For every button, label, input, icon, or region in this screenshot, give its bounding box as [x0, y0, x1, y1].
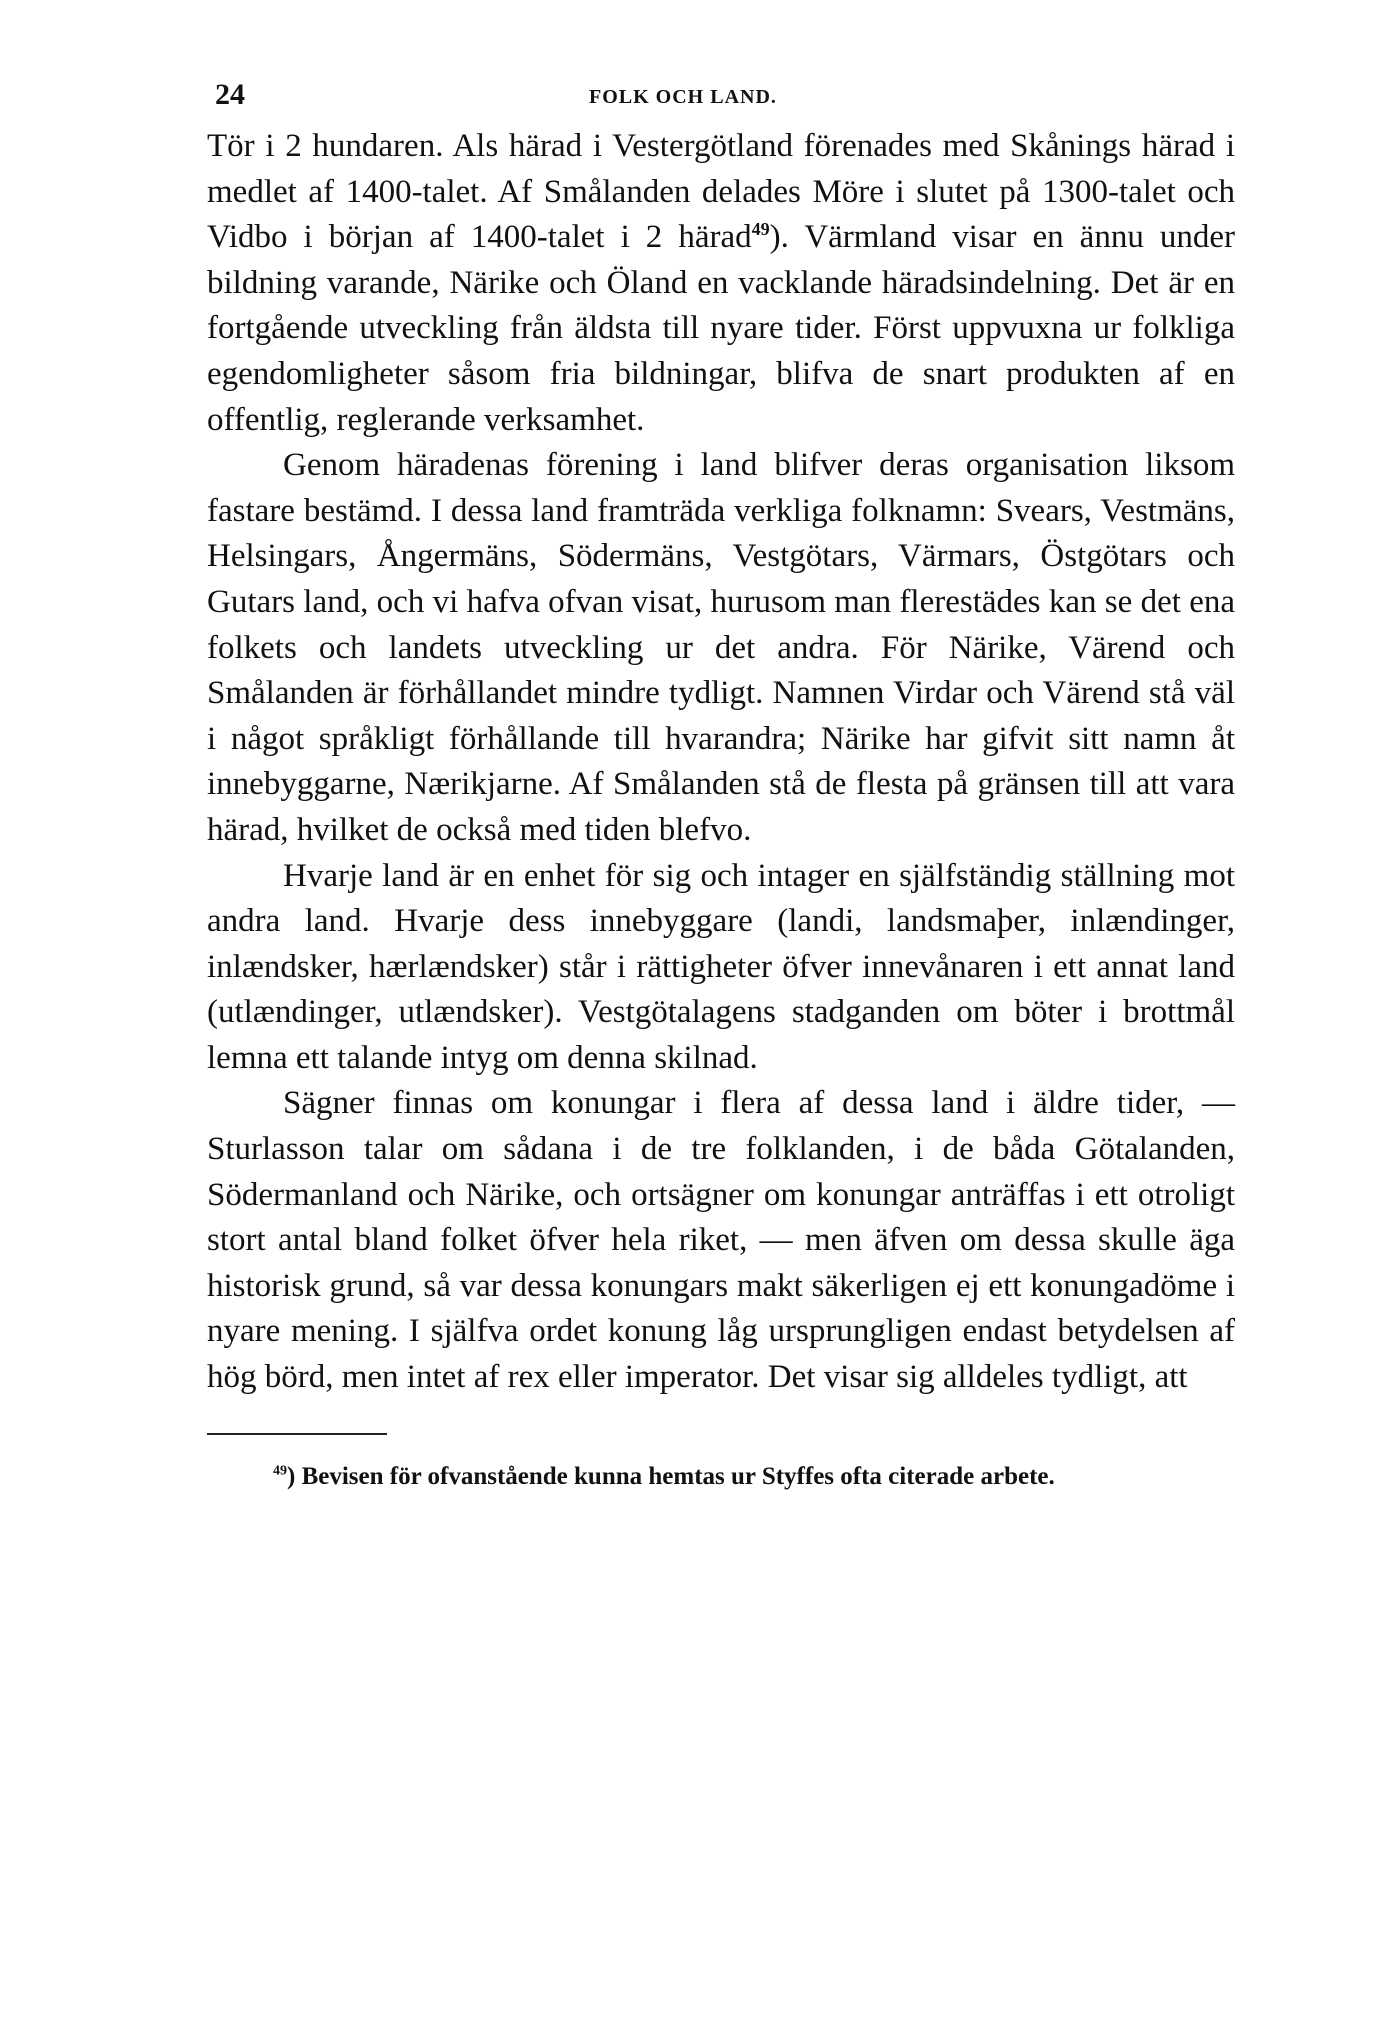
paragraph-1	[207, 124, 1235, 443]
footnote-49	[207, 1459, 1235, 1495]
footnote-reference[interactable]: 49	[751, 219, 770, 240]
paragraph-text: ). Värmland visar en ännu under bildning varande, Närike och Öland en vacklande häradsindelning. Det är en fortgående utveckling från äldsta till nyare tider. Först uppvuxna ur folkliga egendomligheter såsom fria bildningar, blifva de snart produkten af en offentlig, reglerande verksamhet.	[207, 219, 1236, 438]
footnote-number: 49	[273, 1463, 287, 1479]
paragraph-4: Sägner finnas om konungar i flera af dessa land i äldre tider, — Sturlasson talar om sådana i de tre folklanden, i de båda Götalanden, Södermanland och Närike, och ortsägner om konungar anträffas i ett otroligt stort antal bland folket öfver hela riket, — men äfven om dessa skulle äga historisk grund, så var dessa konungars makt säkerligen ej ett konungadöme i nyare mening. I själfva ordet konung låg ursprungligen endast betydelsen af hög börd, men intet af rex eller imperator. Det visar sig alldeles tydligt, att	[207, 1085, 1235, 1396]
paragraph-text: Tör i 2 hundaren. Als härad i Vestergötland förenades med Skånings härad i medlet af 1400-talet. Af Smålanden delades Möre i slutet på 1300-talet och Vidbo i början af 1400-talet i 2 härad	[207, 128, 1235, 256]
page-number: 24	[215, 78, 245, 111]
footnote-text: Bevisen för ofvanstående kunna hemtas ur Styffes ofta citerade arbete.	[301, 1462, 1055, 1490]
body-text	[207, 124, 1235, 1401]
paragraph-3: Hvarje land är en enhet för sig och intager en själfständig ställning mot andra land. Hvarje dess innebyggare (landi, landsmaþer, inlændinger, inlændsker, hærlændsker) står i rättigheter öfver innevånaren i ett annat land (utlændinger, utlændsker). Vestgötalagens stadganden om böter i brottmål lemna ett talande intyg om denna skilnad.	[207, 857, 1235, 1076]
footnote-number-close: )	[287, 1462, 296, 1490]
footnotes	[207, 1459, 1235, 1495]
page-header	[207, 72, 1235, 124]
running-title: FOLK OCH LAND.	[589, 86, 777, 108]
paragraph-2: Genom häradenas förening i land blifver deras organisation liksom fastare bestämd. I dessa land framträda verkliga folknamn: Svears, Vestmäns, Helsingars, Ångermäns, Södermäns, Vestgötars, Värmars, Östgötars och Gutars land, och vi hafva ofvan visat, hurusom man flerestädes kan se det ena folkets och landets utveckling ur det andra. För Närike, Värend och Smålanden är förhållandet mindre tydligt. Namnen Virdar och Värend stå väl i något språkligt förhållande till hvarandra; Närike har gifvit sitt namn åt innebyggarne, Nærikjarne. Af Smålanden stå de flesta på gränsen till att vara härad, hvilket de också med tiden blefvo.	[207, 447, 1235, 848]
footnote-divider	[207, 1433, 387, 1435]
book-page	[207, 72, 1235, 1495]
